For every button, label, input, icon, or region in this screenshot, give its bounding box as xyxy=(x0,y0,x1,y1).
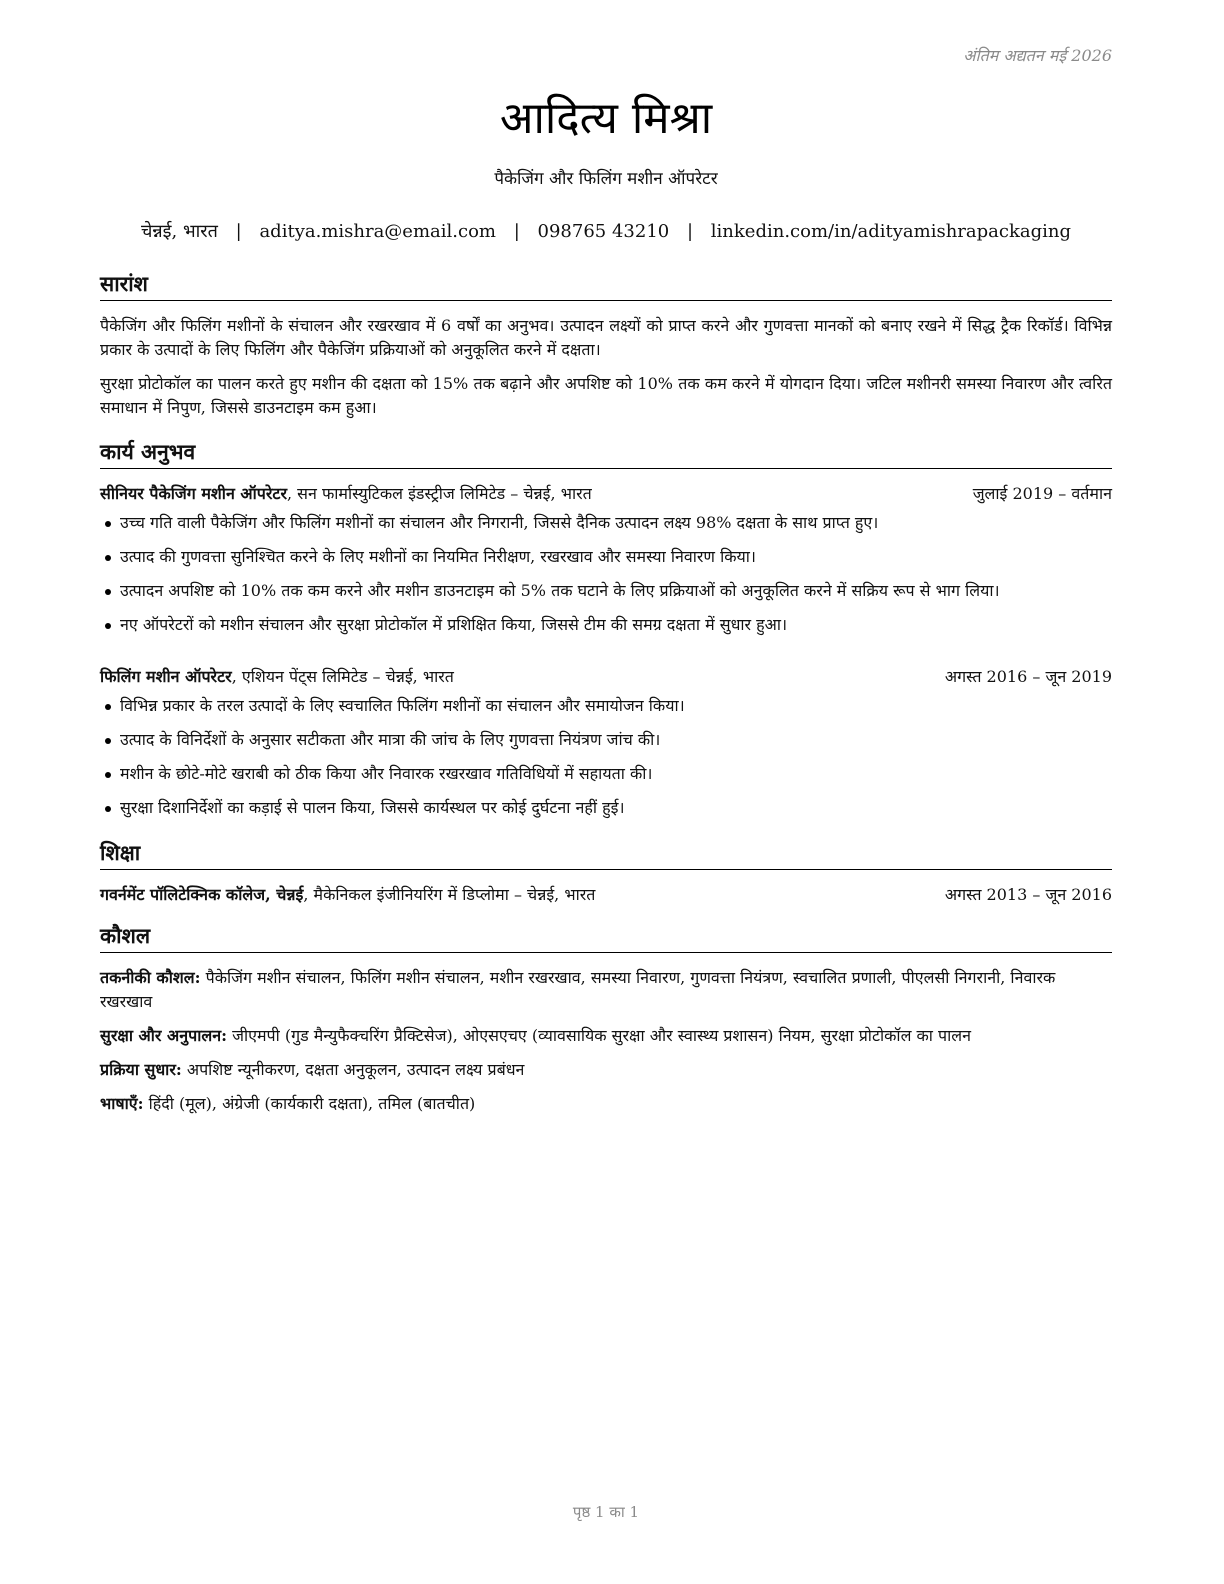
list-item: सुरक्षा दिशानिर्देशों का कड़ाई से पालन किया, जिससे कार्यस्थल पर कोई दुर्घटना नहीं हुई। xyxy=(100,796,1112,830)
job-role: सीनियर पैकेजिंग मशीन ऑपरेटर xyxy=(100,484,287,503)
list-item: नए ऑपरेटरों को मशीन संचालन और सुरक्षा प्रोटोकॉल में प्रशिक्षित किया, जिससे टीम की समग्र दक्षता में सुधार हुआ। xyxy=(100,613,1112,647)
job-dates: अगस्त 2016 – जून 2019 xyxy=(944,667,1112,686)
candidate-name: आदित्य मिश्रा xyxy=(499,93,713,144)
contact-location: चेन्नई, भारत xyxy=(140,221,218,242)
list-item: उत्पाद की गुणवत्ता सुनिश्चित करने के लिए मशीनों का नियमित निरीक्षण, रखरखाव और समस्या निवारण किया। xyxy=(100,545,1112,579)
skill-value: अपशिष्ट न्यूनीकरण, दक्षता अनुकूलन, उत्पादन लक्ष्य प्रबंधन xyxy=(181,1060,525,1079)
section-heading-summary: सारांश xyxy=(100,270,1112,301)
contact-linkedin[interactable]: linkedin.com/in/adityamishrapackaging xyxy=(710,221,1072,242)
skill-value: हिंदी (मूल), अंग्रेजी (कार्यकारी दक्षता), तमिल (बातचीत) xyxy=(143,1094,476,1113)
section-heading-skills: कौशल xyxy=(100,922,1112,953)
summary-paragraph: पैकेजिंग और फिलिंग मशीनों के संचालन और रखरखाव में 6 वर्षों का अनुभव। उत्पादन लक्ष्यों को प्राप्त करने और गुणवत्ता मानकों को बनाए रखने में सिद्ध ट्रैक रिकॉर्ड। विभिन्न प्रकार के उत्पादों के लिए फिलिंग और पैकेजिंग प्रक्रियाओं को अनुकूलित करने में दक्षता। xyxy=(100,316,1112,359)
job-company: , एशियन पेंट्स लिमिटेड – चेन्नई, भारत xyxy=(231,667,454,686)
section-heading-education: शिक्षा xyxy=(100,839,1112,870)
contact-line xyxy=(100,219,1112,243)
last-updated: अंतिम अद्यतन मई 2026 xyxy=(963,46,1112,65)
skill-value: पैकेजिंग मशीन संचालन, फिलिंग मशीन संचालन, मशीन रखरखाव, समस्या निवारण, गुणवत्ता नियंत्रण, स्वचालित प्रणाली, पीएलसी निगरानी, निवारक रखरखाव xyxy=(100,968,1056,1011)
skill-line xyxy=(100,1024,1112,1048)
education-detail: , मैकेनिकल इंजीनियरिंग में डिप्लोमा – चेन्नई, भारत xyxy=(303,885,596,904)
job-header xyxy=(100,665,1112,687)
contact-separator: | xyxy=(235,221,242,242)
education-dates: अगस्त 2013 – जून 2016 xyxy=(944,885,1112,904)
skill-line xyxy=(100,1092,1112,1116)
job-bullet-list xyxy=(100,511,1112,647)
skill-line xyxy=(100,966,1112,1014)
contact-separator: | xyxy=(513,221,520,242)
list-item: मशीन के छोटे-मोटे खराबी को ठीक किया और निवारक रखरखाव गतिविधियों में सहायता की। xyxy=(100,762,1112,796)
contact-email[interactable]: aditya.mishra@email.com xyxy=(259,221,496,242)
skill-label: तकनीकी कौशल: xyxy=(100,968,201,987)
job-title-line xyxy=(100,482,592,504)
education-line xyxy=(100,883,595,905)
contact-phone[interactable]: 098765 43210 xyxy=(537,221,670,242)
list-item: उत्पाद के विनिर्देशों के अनुसार सटीकता और मात्रा की जांच के लिए गुणवत्ता नियंत्रण जांच की। xyxy=(100,728,1112,762)
resume-page xyxy=(100,0,1112,1584)
list-item: विभिन्न प्रकार के तरल उत्पादों के लिए स्वचालित फिलिंग मशीनों का संचालन और समायोजन किया। xyxy=(100,694,1112,728)
skill-line xyxy=(100,1058,1112,1082)
job-role: फिलिंग मशीन ऑपरेटर xyxy=(100,667,232,686)
candidate-title: पैकेजिंग और फिलिंग मशीन ऑपरेटर xyxy=(494,169,718,189)
section-heading-experience: कार्य अनुभव xyxy=(100,438,1112,469)
education-institution: गवर्नमेंट पॉलिटेक्निक कॉलेज, चेन्नई xyxy=(100,885,304,904)
list-item: उत्पादन अपशिष्ट को 10% तक कम करने और मशीन डाउनटाइम को 5% तक घटाने के लिए प्रक्रियाओं को अनुकूलित करने में सक्रिय रूप से भाग लिया। xyxy=(100,579,1112,613)
skill-value: जीएमपी (गुड मैन्युफैक्चरिंग प्रैक्टिसेज), ओएसएचए (व्यावसायिक सुरक्षा और स्वास्थ्य प्रशासन) नियम, सुरक्षा प्रोटोकॉल का पालन xyxy=(227,1026,971,1045)
skill-label: प्रक्रिया सुधार: xyxy=(100,1060,182,1079)
skill-label: सुरक्षा और अनुपालन: xyxy=(100,1026,227,1045)
summary-paragraph: सुरक्षा प्रोटोकॉल का पालन करते हुए मशीन की दक्षता को 15% तक बढ़ाने और अपशिष्ट को 10% तक कम करने में योगदान दिया। जटिल मशीनरी समस्या निवारण और त्वरित समाधान में निपुण, जिससे डाउनटाइम कम हुआ। xyxy=(100,374,1112,417)
job-bullet-list xyxy=(100,694,1112,830)
job-header xyxy=(100,482,1112,504)
contact-separator: | xyxy=(686,221,694,242)
education-entry xyxy=(100,883,1112,905)
job-dates: जुलाई 2019 – वर्तमान xyxy=(972,484,1112,503)
page-number: पृष्ठ 1 का 1 xyxy=(572,1503,640,1521)
skill-label: भाषाएँ: xyxy=(100,1094,144,1113)
list-item: उच्च गति वाली पैकेजिंग और फिलिंग मशीनों का संचालन और निगरानी, जिससे दैनिक उत्पादन लक्ष्य 98% दक्षता के साथ प्राप्त हुए। xyxy=(100,511,1112,545)
job-title-line xyxy=(100,665,454,687)
job-company: , सन फार्मास्युटिकल इंडस्ट्रीज लिमिटेड – चेन्नई, भारत xyxy=(287,484,592,503)
